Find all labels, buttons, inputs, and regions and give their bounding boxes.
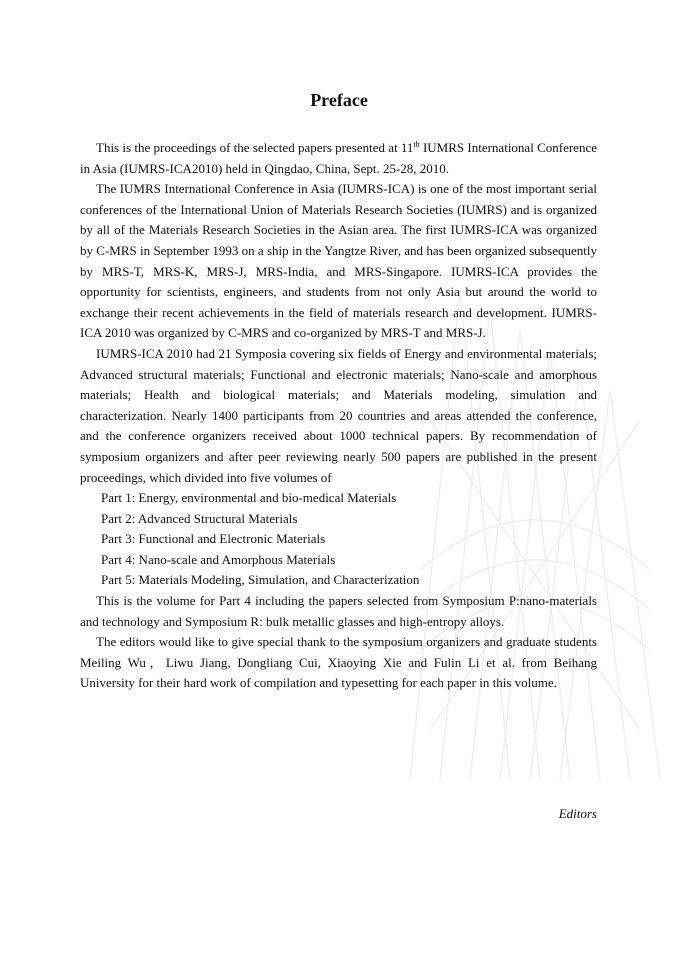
list-item: Part 3: Functional and Electronic Materials	[101, 531, 326, 547]
paragraph-symposia: IUMRS-ICA 2010 had 21 Symposia covering six fields of Energy and environmental materials; Advanced structural materials; Functional and electronic materials; Nano-scale and amorphous materials; Health and biological materials; and Materials modeling, simulation and characterization. Nearly 1400 participants from 20 countries and areas attended the conference, and the conference organizers received about 1000 technical papers. By recommendation of symposium organizers and after peer reviewing nearly 500 papers are published in the present proceedings, which divided into five volumes of	[80, 345, 597, 485]
paragraph-acknowledgements: The editors would like to give special thank to the symposium organizers and graduate students Meiling Wu，Liwu Jiang, Dongliang Cui, Xiaoying Xie and Fulin Li et al. from Beihang University for their hard work of compilation and typesetting for each paper in this volume.	[80, 634, 597, 691]
list-item: Part 4: Nano-scale and Amorphous Materials	[101, 551, 336, 567]
signature-editors: Editors	[558, 806, 597, 821]
preface-body	[80, 138, 597, 694]
paragraph-volume-scope: This is the volume for Part 4 including the papers selected from Symposium P:nano-materials and technology and Symposium R: bulk metallic glasses and high-entropy alloys.	[80, 593, 597, 629]
list-item: Part 1: Energy, environmental and bio-medical Materials	[101, 490, 397, 506]
paragraph-intro-text-end: IUMRS International Conference in Asia (IUMRS-ICA2010) held in Qingdao, China, Sept. 25-28, 2010.	[80, 140, 597, 176]
paragraph-intro	[80, 138, 597, 179]
ordinal-superscript: th	[413, 140, 420, 149]
list-item: Part 2: Advanced Structural Materials	[101, 510, 298, 526]
page-title: Preface	[310, 90, 368, 110]
paragraph-about-conference: The IUMRS International Conference in Asia (IUMRS-ICA) is one of the most important serial conferences of the International Union of Materials Research Societies (IUMRS) and is organized by all of the Materials Research Societies in the Asian area. The first IUMRS-ICA was organized by C-MRS in September 1993 on a ship in the Yangtze River, and has been organized subsequently by MRS-T, MRS-K, MRS-J, MRS-India, and MRS-Singapore. IUMRS-ICA provides the opportunity for scientists, engineers, and students from not only Asia but around the world to exchange their recent achievements in the field of materials research and development. IUMRS-ICA 2010 was organized by C-MRS and co-organized by MRS-T and MRS-J.	[80, 181, 597, 341]
paragraph-intro-text: This is the proceedings of the selected papers presented at 11	[96, 140, 414, 155]
list-item: Part 5: Materials Modeling, Simulation, and Characterization	[101, 572, 420, 588]
volume-parts-list	[80, 488, 597, 591]
